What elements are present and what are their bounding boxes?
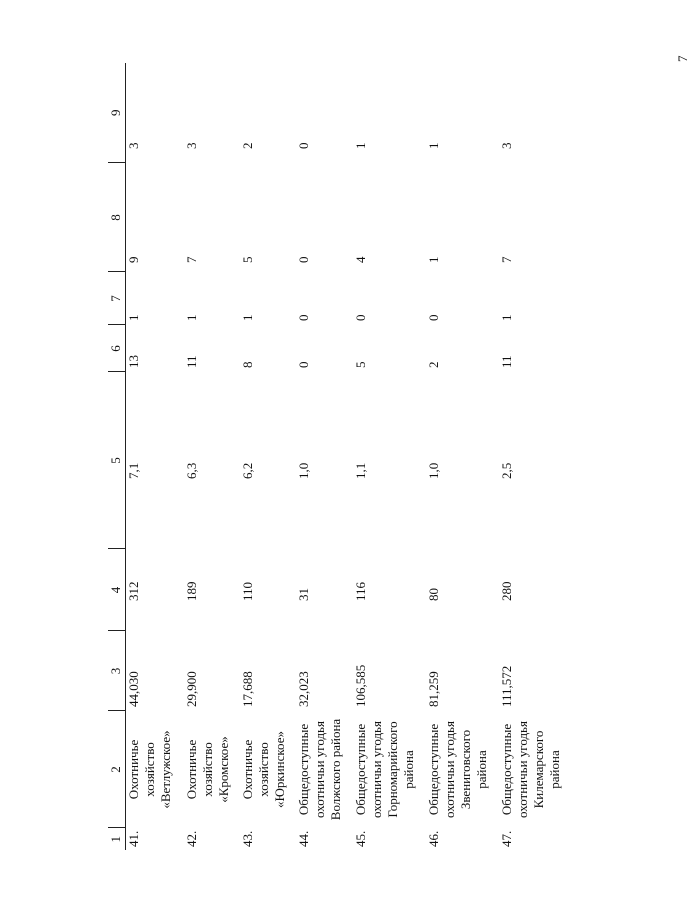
count-value: 110 (240, 581, 255, 601)
density-value: 1,0 (296, 462, 311, 479)
col6-value: 8 (240, 361, 255, 368)
row-number: 47. (499, 830, 514, 847)
hunting-area-name: Охотничье хозяйство «Ветлужское» (126, 730, 173, 809)
col9-value: 3 (126, 142, 141, 149)
hunting-area-name: Общедоступные охотничьи угодья Горномарийского района (353, 721, 416, 818)
row-number: 46. (426, 830, 441, 847)
count-value: 80 (426, 588, 441, 601)
col7-value: 1 (240, 314, 255, 321)
column-header-4: 4 (108, 549, 126, 631)
count-value: 189 (184, 581, 199, 601)
col9-value: 0 (296, 142, 311, 149)
col9-value: 1 (426, 142, 441, 149)
column-header-9: 9 (108, 63, 126, 163)
hunting-area-name: Общедоступные охотничьи угодья Килемарского района (499, 721, 562, 818)
density-value: 1,1 (353, 462, 368, 479)
page-number: 7 (675, 55, 690, 62)
column-header-6: 6 (108, 325, 126, 372)
col9-value: 2 (240, 142, 255, 149)
col7-value: 0 (426, 314, 441, 321)
col8-value: 5 (240, 256, 255, 263)
col7-value: 1 (184, 314, 199, 321)
area-value: 32,023 (296, 671, 311, 707)
area-value: 17,688 (240, 671, 255, 707)
row-number: 45. (353, 830, 368, 847)
col9-value: 3 (499, 142, 514, 149)
column-header-2: 2 (108, 711, 126, 828)
col8-value: 7 (499, 256, 514, 263)
count-value: 280 (499, 581, 514, 601)
table-row (426, 63, 499, 850)
column-header-1: 1 (108, 828, 126, 850)
col6-value: 11 (499, 355, 514, 368)
col9-value: 1 (353, 142, 368, 149)
col6-value: 11 (184, 355, 199, 368)
col8-value: 4 (353, 256, 368, 263)
table-row (240, 63, 296, 850)
area-value: 111,572 (499, 665, 514, 707)
table-row (353, 63, 426, 850)
col7-value: 1 (499, 314, 514, 321)
row-number: 41. (126, 830, 141, 847)
row-number: 42. (184, 830, 199, 847)
hunting-area-name: Охотничье хозяйство «Юркинское» (240, 731, 287, 808)
column-header-8: 8 (108, 163, 126, 272)
col7-value: 0 (296, 314, 311, 321)
table-row (126, 63, 185, 850)
count-value: 312 (126, 581, 141, 601)
density-value: 7,1 (126, 462, 141, 479)
col7-value: 1 (126, 314, 141, 321)
col6-value: 0 (296, 361, 311, 368)
hunting-area-name: Охотничье хозяйство «Кромское» (184, 736, 231, 803)
table-row (499, 63, 573, 850)
density-value: 1,0 (426, 462, 441, 479)
column-header-5: 5 (108, 372, 126, 549)
col6-value: 2 (426, 361, 441, 368)
density-value: 2,5 (499, 462, 514, 479)
column-header-7: 7 (108, 272, 126, 325)
col8-value: 1 (426, 256, 441, 263)
col6-value: 13 (126, 355, 141, 368)
table-row (296, 63, 353, 850)
density-value: 6,3 (184, 462, 199, 479)
data-table (108, 63, 573, 850)
row-number: 43. (240, 830, 255, 847)
count-value: 31 (296, 588, 311, 601)
col6-value: 5 (353, 361, 368, 368)
col9-value: 3 (184, 142, 199, 149)
area-value: 44,030 (126, 671, 141, 707)
col7-value: 0 (353, 314, 368, 321)
hunting-area-name: Общедоступные охотничьи угодья Волжского района (296, 718, 343, 821)
area-value: 106,585 (353, 664, 368, 707)
col8-value: 0 (296, 256, 311, 263)
header-row (108, 63, 126, 850)
row-number: 44. (296, 830, 311, 847)
col8-value: 9 (126, 256, 141, 263)
rotated-table-container (108, 63, 638, 850)
density-value: 6,2 (240, 462, 255, 479)
area-value: 29,900 (184, 671, 199, 707)
count-value: 116 (353, 581, 368, 601)
area-value: 81,259 (426, 671, 441, 707)
column-header-3: 3 (108, 631, 126, 711)
col8-value: 7 (184, 256, 199, 263)
table-row (184, 63, 240, 850)
hunting-area-name: Общедоступные охотничьи угодья Звениговского района (426, 721, 489, 818)
